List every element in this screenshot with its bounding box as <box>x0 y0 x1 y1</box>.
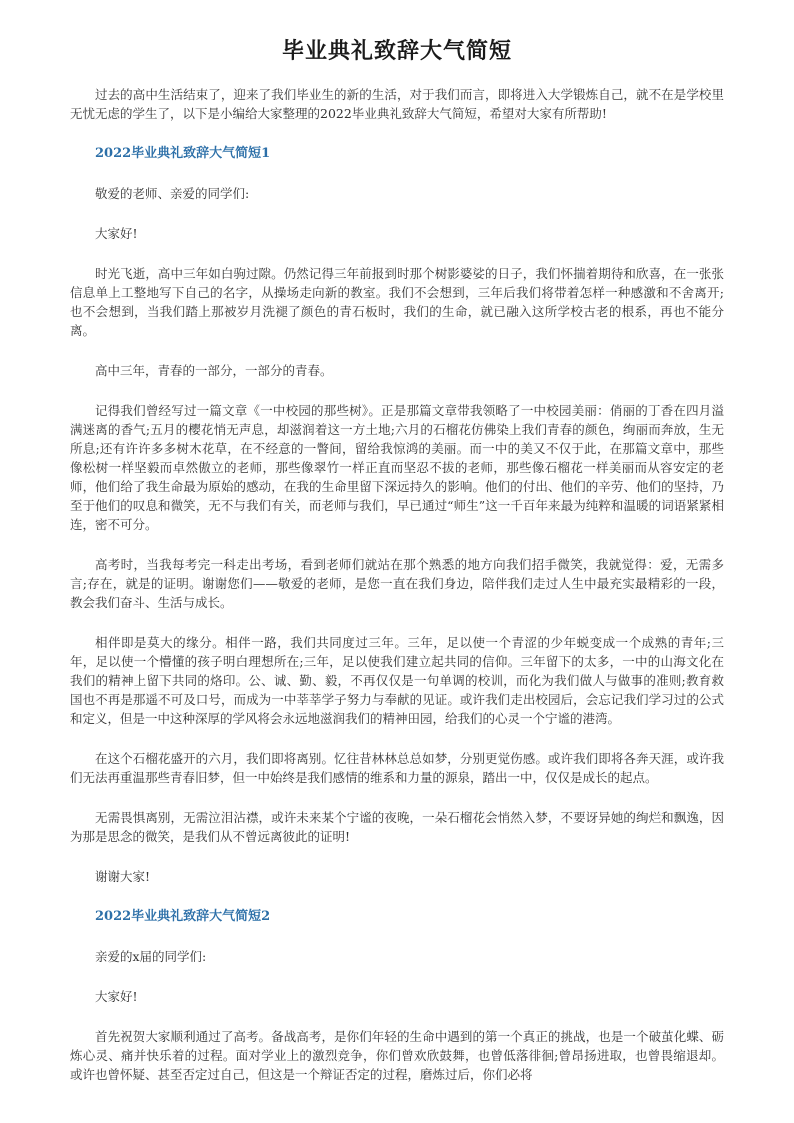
paragraph: 时光飞逝，高中三年如白驹过隙。仍然记得三年前报到时那个树影婆娑的日子，我们怀揣着期待和欣喜，在一张张信息单上工整地写下自己的名字，从操场走向新的教室。我们不会想到，三年后我们将带着怎样一种感激和不舍离开;也不会想到，当我们踏上那被岁月洗褪了颜色的青石板时，我们的生命，就已融入这所学校古老的根系，再也不能分离。 <box>70 266 724 338</box>
paragraph: 无需畏惧离别，无需泣泪沾襟，或许未来某个宁谧的夜晚，一朵石榴花会悄然入梦，不要讶异她的绚烂和飘逸，因为那是思念的微笑，是我们从不曾远离彼此的证明! <box>70 810 724 844</box>
paragraph: 高考时，当我每考完一科走出考场，看到老师们就站在那个熟悉的地方向我们招手微笑，我就觉得：爱，无需多言;存在，就是的证明。谢谢您们——敬爱的老师，是您一直在我们身边，陪伴我们走过人生中最充实最精彩的一段，教会我们奋斗、生活与成长。 <box>70 557 724 610</box>
intro-paragraph: 过去的高中生活结束了，迎来了我们毕业生的新的生活，对于我们而言，即将进入大学锻炼自己，就不在是学校里无忧无虑的学生了，以下是小编给大家整理的2022毕业典礼致辞大气简短，希望对大家有所帮助! <box>70 87 724 121</box>
paragraph-greeting: 大家好! <box>95 226 138 241</box>
paragraph: 相伴即是莫大的缘分。相伴一路，我们共同度过三年。三年，足以使一个青涩的少年蜕变成一个成熟的青年;三年，足以使一个懵懂的孩子明白理想所在;三年，足以使我们建立起共同的信仰。三年留下的太多，一中的山海文化在我们的精神上留下共同的烙印。公、诚、勤、毅，不再仅仅是一句单调的校训，而化为我们做人与做事的准则;教育救国也不再是那遥不可及口号，而成为一中莘莘学子努力与奉献的见证。或许我们走出校园后，会忘记我们学习过的公式和定义，但是一中这种深厚的学风将会永远地滋润我们的精神田园，给我们的心灵一个宁谧的港湾。 <box>70 635 724 726</box>
paragraph: 记得我们曾经写过一篇文章《一中校园的那些树》。正是那篇文章带我领略了一中校园美丽：俏丽的丁香在四月溢满迷离的香气;五月的樱花悄无声息，却滋润着这一方土地;六月的石榴花仿佛染上我们青春的颜色，绚丽而奔放，生无所息;还有许许多多树木花草，在不经意的一瞥间，留给我惊鸿的美丽。而一中的美又不仅于此，在那篇文章中，那些像松树一样坚毅而卓然傲立的老师，那些像翠竹一样正直而坚忍不拔的老师，那些像石榴花一样美丽而从容安定的老师，他们给了我生命最为原始的感动，在我的生命里留下深远持久的影响。他们的付出、他们的辛劳、他们的坚持，乃至于他们的叹息和微笑，无不与我们有关，而老师与我们，早已通过“师生”这一千百年来最为纯粹和温暖的词语紧紧相连，密不可分。 <box>70 403 724 532</box>
paragraph: 在这个石榴花盛开的六月，我们即将离别。忆往昔林林总总如梦，分别更觉伤感。或许我们即将各奔天涯，或许我们无法再重温那些青春旧梦，但一中始终是我们感情的维系和力量的源泉，踏出一中，仅仅是成长的起点。 <box>70 751 724 785</box>
paragraph-salutation: 敬爱的老师、亲爱的同学们: <box>95 186 250 201</box>
paragraph-closing: 谢谢大家! <box>95 869 151 884</box>
paragraph-salutation: 亲爱的x届的同学们: <box>95 949 207 964</box>
section-heading-1: 2022毕业典礼致辞大气简短1 <box>95 146 271 161</box>
paragraph: 首先祝贺大家顺利通过了高考。备战高考，是你们年轻的生命中遇到的第一个真正的挑战，也是一个破茧化蝶、砺炼心灵、痛并快乐着的过程。面对学业上的激烈竞争，你们曾欢欣鼓舞，也曾低落徘徊;曾昂扬进取，也曾畏缩退却。或许也曾怀疑、甚至否定过自己，但这是一个辩证否定的过程，磨炼过后，你们必将 <box>70 1029 724 1082</box>
paragraph: 高中三年，青春的一部分，一部分的青春。 <box>95 363 333 378</box>
document-title: 毕业典礼致辞大气简短 <box>281 39 512 64</box>
paragraph-greeting: 大家好! <box>95 989 138 1004</box>
section-heading-2: 2022毕业典礼致辞大气简短2 <box>95 909 271 924</box>
